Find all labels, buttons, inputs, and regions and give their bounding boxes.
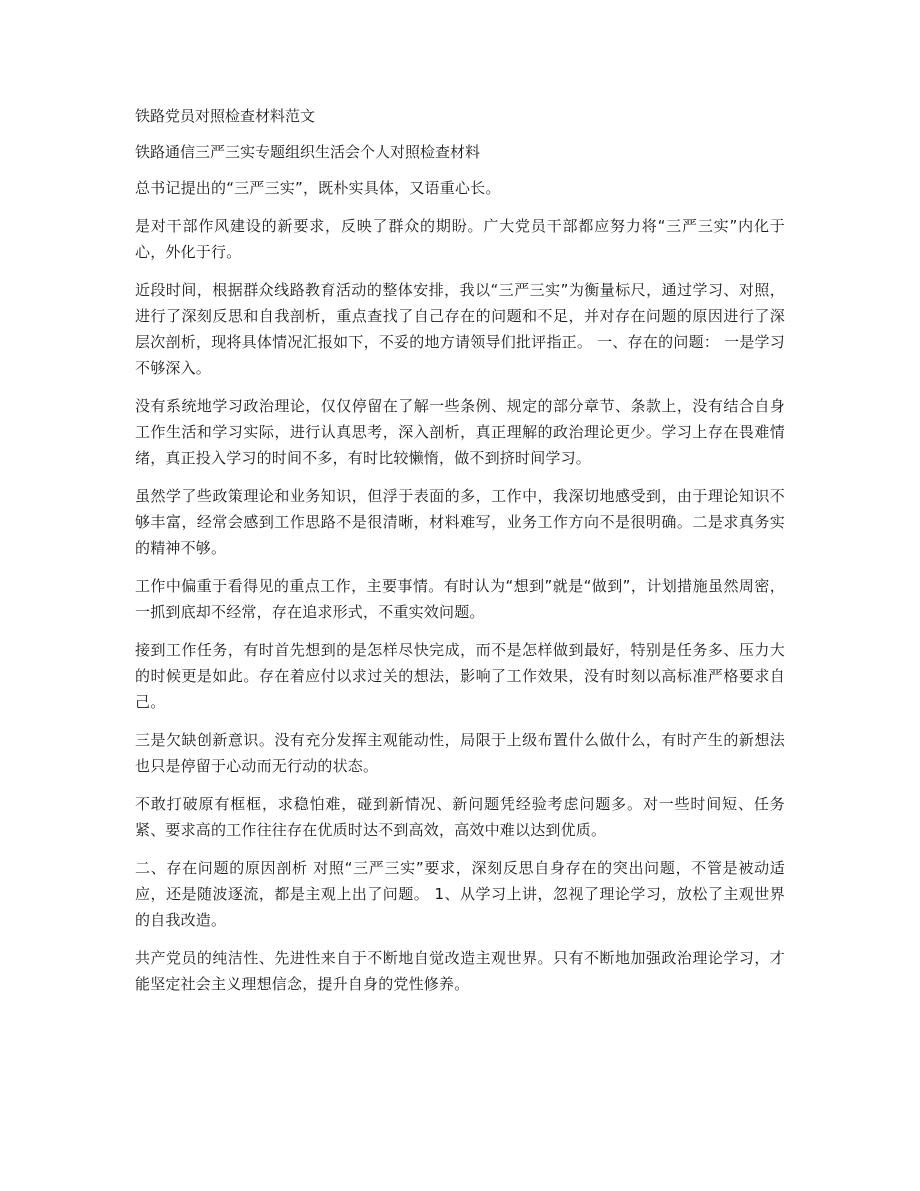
document-title: 铁路党员对照检查材料范文 [135, 107, 316, 125]
paragraph: 二、存在问题的原因剖析 对照“三严三实”要求，深刻反思自身存在的突出问题，不管是被动适应，还是随波逐流，都是主观上出了问题。 1、从学习上讲，忽视了理论学习，放松了主观世界的自我改造。 [135, 859, 785, 929]
paragraph: 没有系统地学习政治理论，仅仅停留在了解一些条例、规定的部分章节、条款上，没有结合自身工作生活和学习实际，进行认真思考，深入剖析，真正理解的政治理论更少。学习上存在畏难情绪，真正投入学习的时间不多，有时比较懒惰，做不到挤时间学习。 [135, 397, 785, 467]
paragraph: 不敢打破原有框框，求稳怕难，碰到新情况、新问题凭经验考虑问题多。对一些时间短、任务紧、要求高的工作往往存在优质时达不到高效，高效中难以达到优质。 [135, 795, 785, 839]
document-subtitle: 铁路通信三严三实专题组织生活会个人对照检查材料 [135, 143, 481, 161]
paragraph: 接到工作任务，有时首先想到的是怎样尽快完成，而不是怎样做到最好，特别是任务多、压力大的时候更是如此。存在着应付以求过关的想法，影响了工作效果，没有时刻以高标准严格要求自己。 [135, 641, 785, 711]
paragraph: 是对干部作风建设的新要求，反映了群众的期盼。广大党员干部都应努力将“三严三实”内化于心，外化于行。 [135, 217, 785, 261]
paragraph: 近段时间，根据群众线路教育活动的整体安排，我以“三严三实”为衡量标尺，通过学习、对照，进行了深刻反思和自我剖析，重点查找了自己存在的问题和不足，并对存在问题的原因进行了深层次剖析，现将具体情况汇报如下，不妥的地方请领导们批评指正。 一、存在的问题： 一是学习不够深入。 [135, 281, 785, 377]
paragraph: 工作中偏重于看得见的重点工作，主要事情。有时认为“想到”就是“做到”，计划措施虽然周密，一抓到底却不经常，存在追求形式，不重实效问题。 [135, 577, 785, 621]
paragraph: 共产党员的纯洁性、先进性来自于不断地自觉改造主观世界。只有不断地加强政治理论学习，才能坚定社会主义理想信念，提升自身的党性修养。 [135, 949, 785, 993]
paragraph: 虽然学了些政策理论和业务知识，但浮于表面的多，工作中，我深切地感受到，由于理论知识不够丰富，经常会感到工作思路不是很清晰，材料难写，业务工作方向不是很明确。二是求真务实的精神不够。 [135, 487, 785, 557]
paragraph: 三是欠缺创新意识。没有充分发挥主观能动性，局限于上级布置什么做什么，有时产生的新想法也只是停留于心动而无行动的状态。 [135, 731, 785, 775]
paragraph: 总书记提出的“三严三实”，既朴实具体，又语重心长。 [135, 179, 501, 197]
document-page [135, 103, 785, 1009]
